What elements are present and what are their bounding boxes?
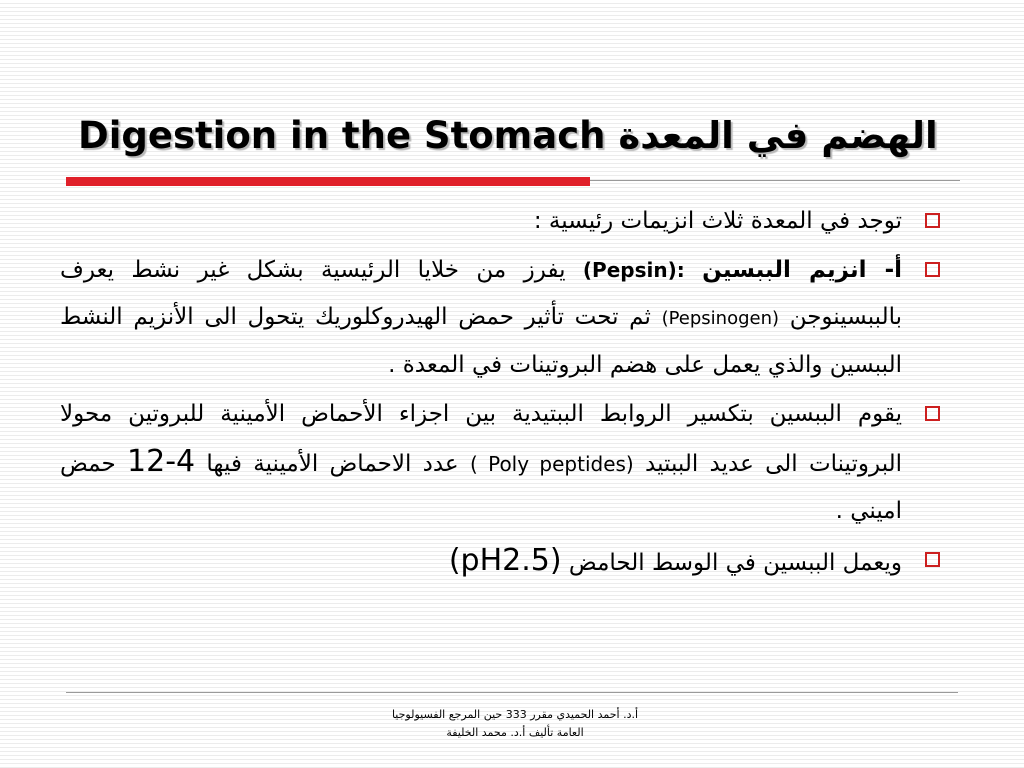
bullet-4-text: ويعمل الببسين في الوسط الحامض xyxy=(568,550,902,576)
footer-line-1: أ.د. أحمد الحميدي مقرر 333 حين المرجع الفسيولوجيا xyxy=(391,708,639,721)
footer-line-2: العامة تأليف أ.د. محمد الخليفة xyxy=(446,726,584,739)
title-arabic: الهضم في المعدة xyxy=(618,114,938,157)
pepsinogen-term: (Pepsinogen) xyxy=(661,308,780,329)
pepsin-term: (Pepsin): xyxy=(582,258,685,282)
bullet-item-1 xyxy=(60,198,950,245)
hollow-square-bullet-icon xyxy=(925,406,940,421)
bullet-1-text: توجد في المعدة ثلاث انزيمات رئيسية : xyxy=(533,208,902,234)
bullet-3-text-b: عدد الاحماض الأمينية فيها xyxy=(206,451,459,477)
ph-value: (pH2.5) xyxy=(448,543,562,578)
footer-divider xyxy=(66,692,958,693)
bullet-2-text-a: يفرز من خلايا الرئيسية بشكل غير نشط يعرف بالببسينوجن xyxy=(60,257,903,330)
hollow-square-bullet-icon xyxy=(925,213,940,228)
bullet-list xyxy=(60,198,950,589)
title-english: Digestion in the Stomach xyxy=(78,114,606,157)
bullet-2-text-b: ثم تحت تأثير حمض الهيدروكلوريك يتحول الى الأنزيم النشط الببسين والذي يعمل على هضم البروتينات في المعدة . xyxy=(60,304,902,378)
bullet-item-4 xyxy=(60,537,950,587)
amino-acid-range: 4-12 xyxy=(127,444,196,479)
hollow-square-bullet-icon xyxy=(925,262,940,277)
polypeptides-term: ( Poly peptides) xyxy=(469,452,634,476)
footer-credit xyxy=(300,706,730,742)
title-underline-gray xyxy=(590,180,960,181)
slide-title xyxy=(78,108,978,168)
pepsin-heading: أ- انزيم الببسين xyxy=(702,257,903,283)
bullet-3-text-a: يقوم الببسين بتكسير الروابط الببتيدية بين اجزاء الأحماض الأمينية للبروتين محولا البروتينات الى عديد الببتيد xyxy=(60,401,903,477)
title-underline-red xyxy=(66,177,590,186)
bullet-item-3 xyxy=(60,391,950,535)
bullet-3-text-c: حمض اميني . xyxy=(60,451,902,524)
bullet-item-2 xyxy=(60,247,950,389)
hollow-square-bullet-icon xyxy=(925,552,940,567)
